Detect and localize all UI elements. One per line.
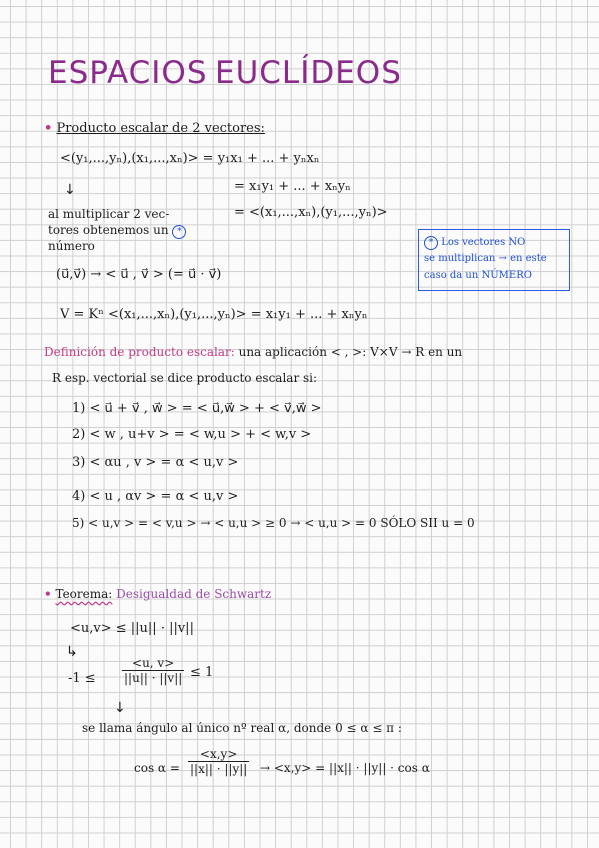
section1-eq3: = <(x₁,...,xₙ),(y₁,...,yₙ)> <box>234 205 388 220</box>
section3-heading-label: Teorema: <box>55 587 113 601</box>
cos-fraction-denominator: ||x|| · ||y|| <box>190 762 248 776</box>
asterisk-icon: * <box>172 225 186 239</box>
blue-note-line-3: caso da un NÚMERO <box>424 270 532 281</box>
arrow-down-icon: ↓ <box>64 182 76 198</box>
cos-fraction-numerator: <x,y> <box>188 747 249 762</box>
blue-note-line-1 <box>424 236 525 250</box>
title-left: ESPACIOS <box>48 55 208 91</box>
cos-right: → <x,y> = ||x|| · ||y|| · cos α <box>260 761 430 775</box>
property-5: 5) < u,v > = < v,u > → < u,u > ≥ 0 → < u,u > = 0 SÓLO SII u = 0 <box>72 516 475 530</box>
section1-heading: Producto escalar de 2 vectores: <box>56 121 265 136</box>
section3-heading-name: Desigualdad de Schwartz <box>116 587 272 601</box>
section1-heading-line <box>44 122 265 136</box>
bound-fraction-numerator: <u, v> <box>122 656 184 671</box>
bullet-icon: • <box>44 587 52 601</box>
section2-heading: Definición de producto escalar: <box>44 345 235 359</box>
bound-fraction-denominator: ||u|| · ||v|| <box>124 671 183 685</box>
property-3: 3) < αu , v > = α < u,v > <box>72 455 239 470</box>
section2-line2: R esp. vectorial se dice producto escalar si: <box>52 371 318 385</box>
blue-note-line-2: se multiplican → en este <box>424 253 547 264</box>
asterisk-icon: * <box>424 236 438 250</box>
cos-fraction <box>188 747 249 776</box>
arrow-down-icon: ↓ <box>114 700 126 716</box>
side-note-line-1: al multiplicar 2 vec- <box>48 207 170 221</box>
section3-heading-line <box>44 588 271 601</box>
angle-definition: se llama ángulo al único nº real α, donde 0 ≤ α ≤ π : <box>82 721 402 735</box>
section1-eq5: V = Kⁿ <(x₁,...,xₙ),(y₁,...,yₙ)> = x₁y₁ + ... + xₙyₙ <box>60 307 368 322</box>
property-1: 1) < u⃗ + v⃗ , w⃗ > = < u⃗,w⃗ > + < v⃗,w⃗ > <box>72 401 322 416</box>
section1-eq1: <(y₁,...,yₙ),(x₁,...,xₙ)> = y₁x₁ + ... + yₙxₙ <box>60 151 320 166</box>
schwartz-inequality: <u,v> ≤ ||u|| · ||v|| <box>70 621 194 636</box>
bound-left: -1 ≤ <box>68 671 96 686</box>
property-2: 2) < w , u+v > = < w,u > + < w,v > <box>72 427 312 442</box>
section1-eq4: (u⃗,v⃗) → < u⃗ , v⃗ > (= u⃗ · v⃗) <box>56 267 222 282</box>
property-4: 4) < u , αv > = α < u,v > <box>72 489 239 504</box>
bound-fraction <box>122 656 184 685</box>
blue-note-text-1: Los vectores NO <box>441 237 526 248</box>
side-note-line-2 <box>48 224 186 239</box>
section1-eq2: = x₁y₁ + ... + xₙyₙ <box>234 179 351 194</box>
section2-line1-rest: una aplicación < , >: V×V → R en un <box>238 345 463 359</box>
bullet-icon: • <box>44 121 53 136</box>
section2-heading-line <box>44 346 462 359</box>
cos-left: cos α = <box>134 761 180 775</box>
side-note-text-2: tores obtenemos un <box>48 223 169 237</box>
side-note-line-3: número <box>48 239 95 253</box>
bound-right: ≤ 1 <box>190 665 214 680</box>
curved-arrow-icon: ↳ <box>66 644 78 660</box>
title-right: EUCLÍDEOS <box>215 55 402 91</box>
